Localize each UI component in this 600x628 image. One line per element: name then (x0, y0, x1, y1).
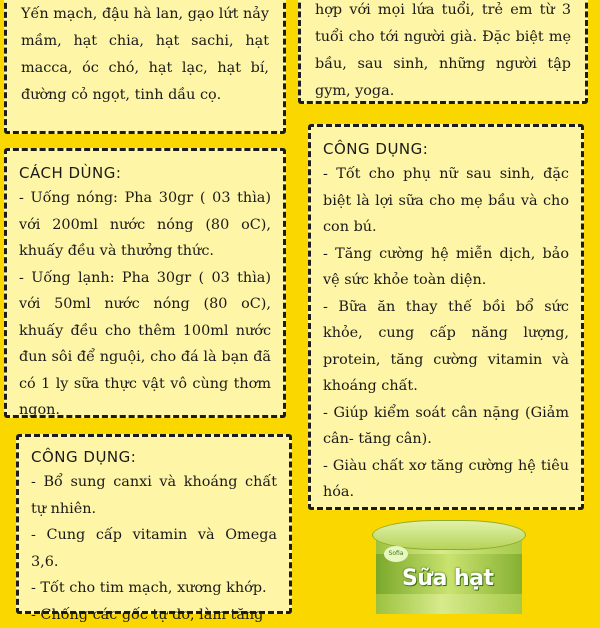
benefit-item: - Giàu chất xơ tăng cường hệ tiêu hóa. (323, 453, 569, 506)
benefit-item: - Tăng cường hệ miễn dịch, bảo vệ sức khỏe toàn diện. (323, 241, 569, 294)
target-users-text: hợp với mọi lứa tuổi, trẻ em từ 3 tuổi cho tới người già. Đặc biệt mẹ bầu, sau sinh, những người tập gym, yoga. (315, 0, 571, 105)
benefit-item: - Tốt cho phụ nữ sau sinh, đặc biệt là lợi sữa cho mẹ bầu và cho con bú. (323, 161, 569, 241)
usage-item-cold: - Uống lạnh: Pha 30gr ( 03 thìa) với 50ml nước nóng (80 oC), khuấy đều cho thêm 100ml nước đun sôi để nguội, cho đá là bạn đã có 1 ly sữa thực vật vô cùng thơm ngon. (19, 265, 271, 424)
benefits-left-heading: CÔNG DỤNG: (31, 445, 277, 469)
benefit-item: - Tốt cho tim mạch, xương khớp. (31, 575, 277, 602)
benefits-right-heading: CÔNG DỤNG: (323, 137, 569, 161)
product-name: Sữa hạt (402, 566, 512, 591)
benefit-item: - Cung cấp vitamin và Omega 3,6. (31, 522, 277, 575)
ingredients-panel (4, 0, 286, 134)
benefit-item: - Giúp kiểm soát cân nặng (Giảm cân- tăng cân). (323, 400, 569, 453)
usage-item-hot: - Uống nóng: Pha 30gr ( 03 thìa) với 200ml nước nóng (80 oC), khuấy đều và thưởng thức. (19, 185, 271, 265)
ingredients-text: Yến mạch, đậu hà lan, gạo lứt nảy mầm, hạt chia, hạt sachi, hạt macca, óc chó, hạt lạc, hạt bí, đường cỏ ngọt, tinh dầu cọ. (21, 1, 269, 109)
target-users-panel (298, 0, 588, 104)
benefit-item: - Bổ sung canxi và khoáng chất tự nhiên. (31, 469, 277, 522)
benefit-item: - Bữa ăn thay thế bồi bổ sức khỏe, cung cấp năng lượng, protein, tăng cường vitamin và khoáng chất. (323, 294, 569, 400)
benefits-right-panel (308, 124, 584, 510)
benefits-left-panel (16, 434, 292, 614)
usage-panel (4, 148, 286, 418)
product-can-image (372, 520, 526, 610)
usage-heading: CÁCH DÙNG: (19, 161, 271, 185)
brand-logo: Sofia (384, 546, 408, 562)
benefit-item: - Chống các gốc tự do, làm tăng (31, 602, 277, 628)
